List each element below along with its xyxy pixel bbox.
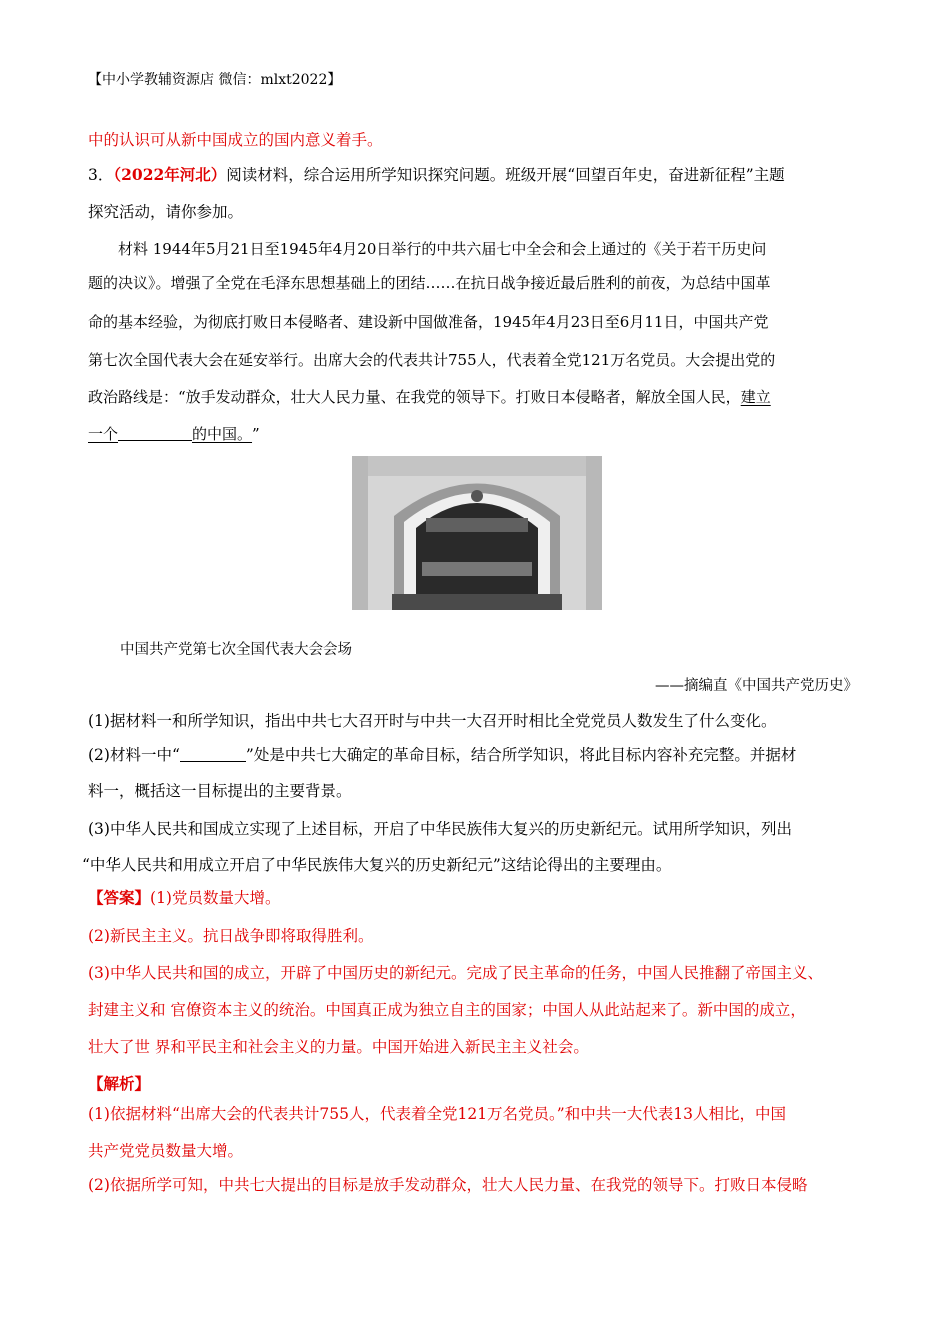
photo-emblem: [471, 490, 483, 502]
answer-line-1: [88, 888, 280, 908]
material-line-6: [88, 424, 260, 444]
answer-label: 【答案】: [88, 888, 151, 907]
sub-question-2-line-2: 料一，概括这一目标提出的主要背景。: [88, 782, 352, 800]
material-line-5-text: 政治路线是：“放手发动群众，壮大人民力量、在我党的领导下。打败日本侵略者，解放全国人民，: [88, 388, 741, 406]
answer-1: (1)党员数量大增。: [150, 889, 281, 907]
photo-left-wall: [352, 456, 368, 610]
citation: ——摘编直《中国共产党历史》: [655, 678, 858, 694]
analysis-label: 【解析】: [88, 1074, 151, 1093]
analysis-1-line-2: 共产党党员数量大增。: [88, 1142, 244, 1160]
material-line-1: 材料 1944年5月21日至1945年4月20日举行的中共六届七中全会和会上通过的《关于若干历史问: [118, 240, 767, 258]
answer-3-line-1: (3)中华人民共和国的成立，开辟了中国历史的新纪元。完成了民主革命的任务，中国人民推翻了帝国主义、: [88, 964, 823, 982]
photo-stage-front: [392, 594, 562, 610]
material-line-6-b: 的中国。: [192, 425, 253, 443]
answer-3-line-3: 壮大了世 界和平民主和社会主义的力量。中国开始进入新民主主义社会。: [88, 1038, 589, 1056]
material-fill-blank: [118, 426, 192, 441]
previous-answer-tail: 中的认识可从新中国成立的国内意义着手。: [88, 131, 383, 149]
analysis-2-line-1: (2)依据所学可知，中共七大提出的目标是放手发动群众，壮大人民力量、在我党的领导下。打败日本侵略: [88, 1176, 808, 1194]
material-line-6-a: 一个: [88, 425, 119, 443]
question-source: （2022年河北）: [113, 165, 227, 184]
photo-stage-slogan: [426, 518, 528, 532]
material-line-4: 第七次全国代表大会在延安举行。出席大会的代表共计755人，代表着全党121万名党员。大会提出党的: [88, 351, 776, 369]
sub-question-2-blank: [180, 747, 246, 762]
answer-3-line-2: 封建主义和 官僚资本主义的统治。中国真正成为独立自主的国家；中国人从此站起来了。新中国的成立，: [88, 1001, 806, 1019]
question-number: 3．: [88, 166, 114, 184]
material-line-5-underlined: 建立: [740, 388, 771, 406]
photo-stage-interior: [416, 503, 538, 602]
header-watermark: 【中小学教辅资源店 微信：mlxt2022】: [88, 72, 342, 88]
photo-presidium-table: [422, 562, 532, 576]
photo-ceiling: [352, 456, 602, 476]
sub-question-3-line-2: “中华人民共和用成立开启了中华民族伟大复兴的历史新纪元”这结论得出的主要理由。: [82, 856, 672, 874]
congress-hall-photo: [352, 456, 602, 610]
question-intro-text: 阅读材料，综合运用所学知识探究问题。班级开展“回望百年史，奋进新征程”主题: [226, 166, 785, 184]
material-line-3: 命的基本经验，为彻底打败日本侵略者、建设新中国做准备，1945年4月23日至6月11日，中国共产党: [88, 313, 769, 331]
sub-question-3-line-1: (3)中华人民共和国成立实现了上述目标，开启了中华民族伟大复兴的历史新纪元。试用所学知识，列出: [88, 820, 792, 838]
sub-question-2-b: ”处是中共七大确定的革命目标，结合所学知识，将此目标内容补充完整。并据材: [245, 746, 797, 764]
photo-right-wall: [586, 456, 602, 610]
question-intro-line-1: [88, 165, 785, 185]
analysis-1-line-1: (1)依据材料“出席大会的代表共计755人，代表着全党121万名党员。”和中共一大代表13人相比，中国: [88, 1105, 786, 1123]
sub-question-2-a: (2)材料一中“: [88, 746, 180, 764]
question-intro-line-2: 探究活动，请你参加。: [88, 203, 244, 221]
photo-caption: 中国共产党第七次全国代表大会会场: [120, 642, 352, 658]
material-line-2: 题的决议》。增强了全党在毛泽东思想基础上的团结……在抗日战争接近最后胜利的前夜，为总结中国革: [88, 274, 771, 292]
answer-2: (2)新民主主义。抗日战争即将取得胜利。: [88, 927, 374, 945]
material-line-6-c: ”: [252, 425, 260, 443]
material-line-5: [88, 387, 771, 407]
sub-question-2-line-1: [88, 745, 796, 765]
sub-question-1: (1)据材料一和所学知识，指出中共七大召开时与中共一大召开时相比全党党员人数发生了什么变化。: [88, 712, 777, 730]
